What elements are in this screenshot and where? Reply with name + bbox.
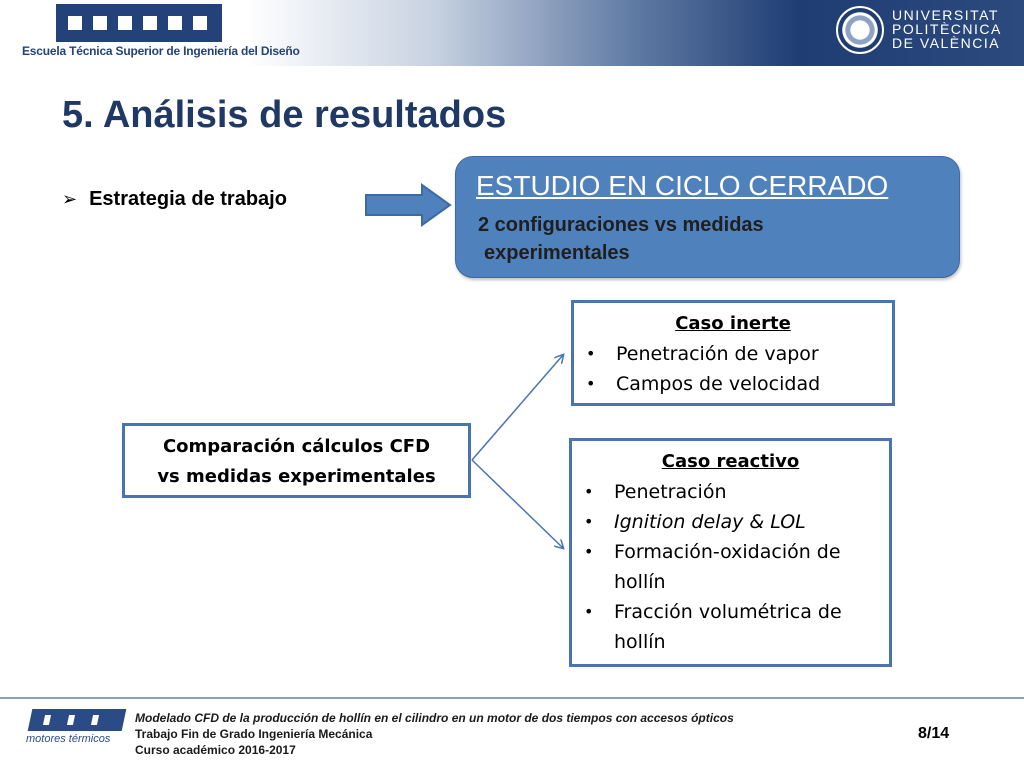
footer-divider bbox=[0, 697, 1024, 699]
arrow-to-reactive-case bbox=[472, 460, 563, 548]
comparison-line-2: vs medidas experimentales bbox=[157, 466, 436, 487]
cmt-caption: motores térmicos bbox=[26, 733, 111, 745]
dot-bullet-icon: • bbox=[584, 542, 594, 561]
list-item bbox=[584, 369, 892, 399]
list-item-text: Ignition delay & LOL bbox=[614, 511, 806, 533]
strategy-label: Estrategia de trabajo bbox=[89, 188, 287, 210]
list-item-text: Campos de velocidad bbox=[616, 373, 821, 395]
footer-academic-year: Curso académico 2016-2017 bbox=[135, 743, 296, 757]
school-name: Escuela Técnica Superior de Ingeniería del Diseño bbox=[22, 44, 300, 58]
list-item-text: Fracción volumétrica de bbox=[614, 601, 842, 623]
arrow-to-inert-case bbox=[472, 355, 563, 460]
list-item-text: Penetración de vapor bbox=[616, 343, 819, 365]
footer-thesis-title: Modelado CFD de la producción de hollín en el cilindro en un motor de dos tiempos con accesos ópticos bbox=[135, 711, 734, 725]
dot-bullet-icon: • bbox=[584, 602, 594, 621]
list-item-text: Formación-oxidación de bbox=[614, 541, 841, 563]
list-item bbox=[582, 477, 889, 507]
comparison-box bbox=[122, 423, 471, 498]
list-item bbox=[582, 507, 889, 537]
page-number: 8/14 bbox=[918, 725, 950, 742]
study-title: ESTUDIO EN CICLO CERRADO bbox=[476, 170, 889, 201]
university-line-1: UNIVERSITAT bbox=[892, 7, 999, 23]
list-item-text: Penetración bbox=[614, 481, 727, 503]
footer-degree: Trabajo Fin de Grado Ingeniería Mecánica bbox=[135, 727, 373, 741]
dot-bullet-icon: • bbox=[586, 374, 596, 393]
list-item bbox=[582, 597, 889, 627]
inert-case-box bbox=[571, 300, 895, 406]
list-item-text: hollín bbox=[614, 571, 666, 593]
list-item bbox=[584, 339, 892, 369]
study-subtitle-line-2: experimentales bbox=[484, 242, 630, 264]
inert-case-heading: Caso inerte bbox=[675, 313, 791, 334]
reactive-case-list bbox=[572, 477, 889, 657]
arrowhead-bullet-icon: ➢ bbox=[62, 189, 78, 209]
list-item-text: hollín bbox=[614, 631, 666, 653]
cmt-logo bbox=[26, 707, 128, 747]
reactive-case-box bbox=[569, 438, 892, 667]
list-item-continuation bbox=[582, 567, 889, 597]
university-line-3: DE VALÈNCIA bbox=[892, 35, 1001, 51]
list-item-continuation bbox=[582, 627, 889, 657]
slide-title: 5. Análisis de resultados bbox=[62, 94, 507, 136]
dot-bullet-icon: • bbox=[584, 482, 594, 501]
cmt-logo-icon bbox=[28, 709, 127, 731]
reactive-case-heading: Caso reactivo bbox=[661, 451, 800, 472]
study-subtitle-line-1: 2 configuraciones vs medidas bbox=[478, 214, 764, 236]
inert-case-list bbox=[574, 339, 892, 399]
list-item bbox=[582, 537, 889, 567]
dot-bullet-icon: • bbox=[586, 344, 596, 363]
university-line-2: POLITÈCNICA bbox=[892, 21, 1002, 37]
dot-bullet-icon: • bbox=[584, 512, 594, 531]
comparison-line-1: Comparación cálculos CFD bbox=[162, 436, 431, 457]
footer-text bbox=[135, 710, 875, 758]
